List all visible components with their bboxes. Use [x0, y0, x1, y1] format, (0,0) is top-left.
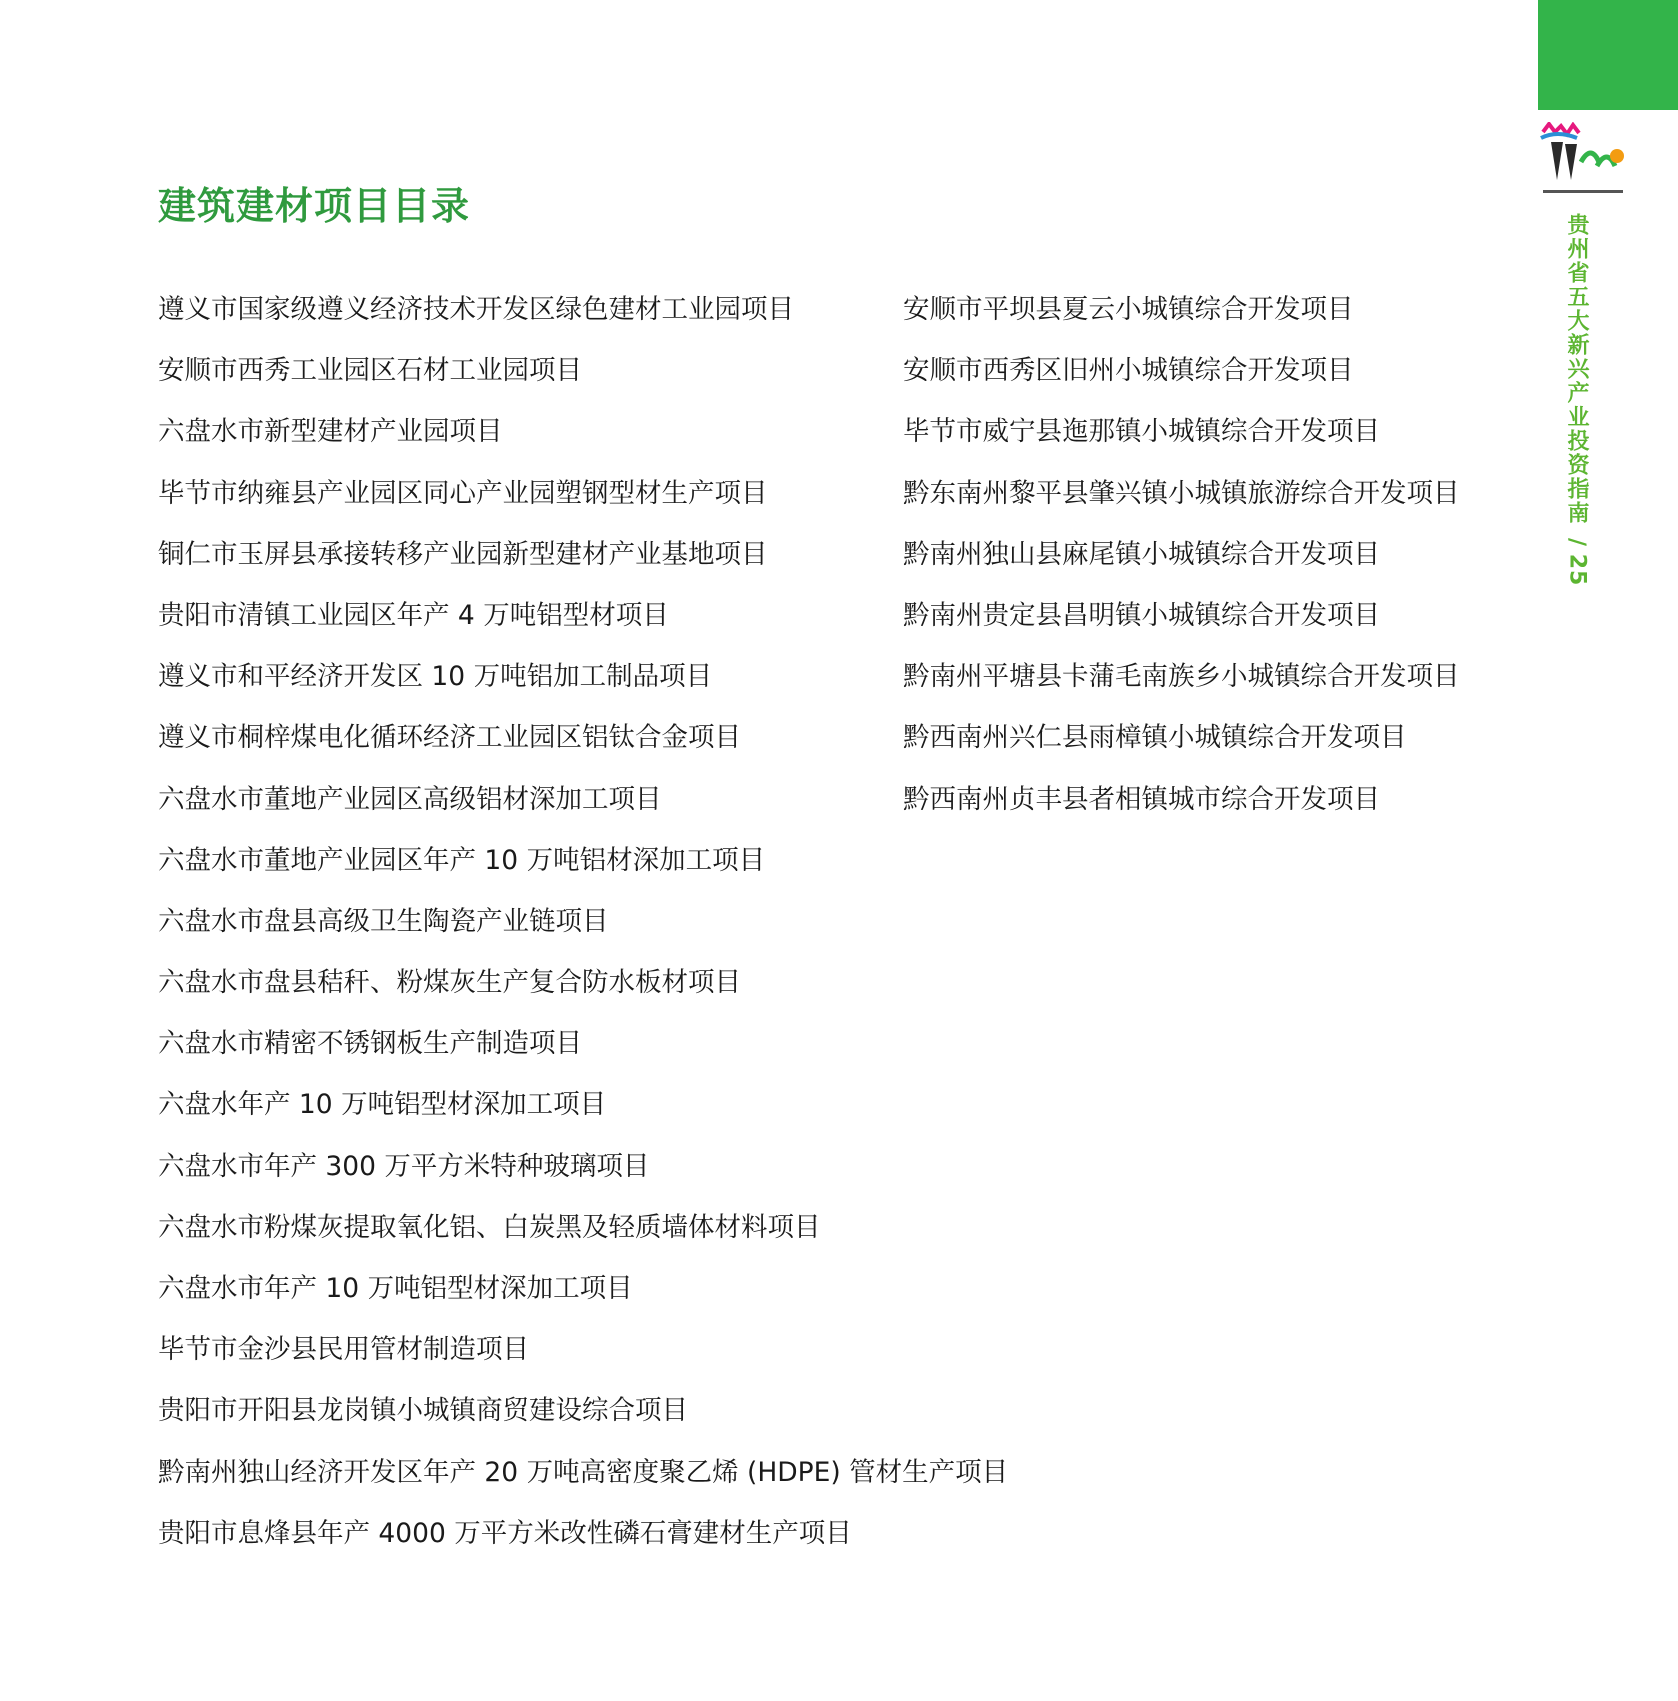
- list-item: 六盘水市精密不锈钢板生产制造项目: [158, 1028, 582, 1060]
- list-item: 黔东南州黎平县肇兴镇小城镇旅游综合开发项目: [903, 477, 1460, 509]
- book-title-text: 贵州省五大新兴产业投资指南: [1564, 213, 1589, 525]
- list-item: 黔南州独山经济开发区年产 20 万吨高密度聚乙烯 (HDPE) 管材生产项目: [158, 1456, 1009, 1488]
- list-item: 遵义市和平经济开发区 10 万吨铝加工制品项目: [158, 661, 713, 693]
- list-item: 贵阳市开阳县龙岗镇小城镇商贸建设综合项目: [158, 1395, 688, 1427]
- list-item: 遵义市桐梓煤电化循环经济工业园区铝钛合金项目: [158, 722, 741, 754]
- page-separator: /: [1563, 537, 1589, 547]
- guizhou-logo-icon: [1537, 122, 1629, 202]
- list-item: 六盘水市董地产业园区高级铝材深加工项目: [158, 783, 662, 815]
- list-item: 六盘水市年产 300 万平方米特种玻璃项目: [158, 1150, 650, 1182]
- list-item: 六盘水市粉煤灰提取氧化铝、白炭黑及轻质墙体材料项目: [158, 1211, 821, 1243]
- list-item: 黔西南州兴仁县雨樟镇小城镇综合开发项目: [903, 722, 1407, 754]
- list-item: 安顺市平坝县夏云小城镇综合开发项目: [903, 294, 1354, 325]
- list-item: 遵义市国家级遵义经济技术开发区绿色建材工业园项目: [158, 294, 794, 325]
- list-item: 六盘水市盘县秸秆、粉煤灰生产复合防水板材项目: [158, 967, 741, 999]
- list-item: 六盘水年产 10 万吨铝型材深加工项目: [158, 1089, 607, 1121]
- side-book-title: [1558, 213, 1594, 587]
- list-item: 铜仁市玉屏县承接转移产业园新型建材产业基地项目: [158, 538, 768, 570]
- project-list-right: [903, 292, 1460, 843]
- list-item: 六盘水市年产 10 万吨铝型材深加工项目: [158, 1273, 633, 1304]
- list-item: 黔西南州贞丰县者相镇城市综合开发项目: [903, 783, 1380, 815]
- page-title: 建筑建材项目目录: [158, 184, 471, 228]
- list-item: 六盘水市新型建材产业园项目: [158, 416, 503, 448]
- list-item: 毕节市金沙县民用管材制造项目: [158, 1334, 529, 1366]
- list-item: 六盘水市董地产业园区年产 10 万吨铝材深加工项目: [158, 844, 766, 876]
- list-item: 毕节市纳雍县产业园区同心产业园塑钢型材生产项目: [158, 477, 768, 509]
- project-list-left: [158, 292, 1008, 1577]
- corner-color-tab: [1538, 0, 1678, 110]
- list-item: 贵阳市息烽县年产 4000 万平方米改性磷石膏建材生产项目: [158, 1517, 852, 1549]
- list-item: 黔南州独山县麻尾镇小城镇综合开发项目: [903, 538, 1380, 570]
- list-item: 安顺市西秀工业园区石材工业园项目: [158, 355, 582, 387]
- list-item: 黔南州平塘县卡蒲毛南族乡小城镇综合开发项目: [903, 661, 1460, 693]
- list-item: 毕节市威宁县迤那镇小城镇综合开发项目: [903, 416, 1380, 448]
- list-item: 贵阳市清镇工业园区年产 4 万吨铝型材项目: [158, 599, 669, 631]
- page-number: 25: [1564, 553, 1589, 587]
- list-item: 安顺市西秀区旧州小城镇综合开发项目: [903, 355, 1354, 387]
- list-item: 黔南州贵定县昌明镇小城镇综合开发项目: [903, 599, 1380, 631]
- list-item: 六盘水市盘县高级卫生陶瓷产业链项目: [158, 905, 609, 937]
